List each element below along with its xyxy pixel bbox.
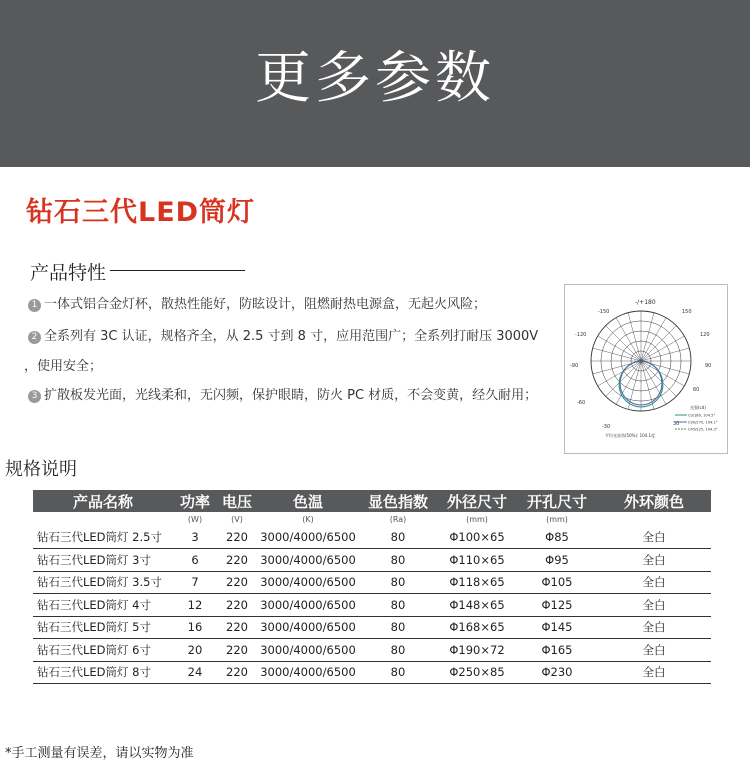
table-cell: 钻石三代LED筒灯 2.5寸: [33, 526, 173, 549]
product-title: 钻石三代LED筒灯: [26, 197, 256, 228]
number-badge-icon: 1: [28, 299, 41, 312]
table-cell: 220: [217, 616, 257, 639]
table-cell: Φ168×65: [437, 616, 517, 639]
unit-cell: [597, 512, 711, 526]
spec-table: [33, 490, 711, 684]
table-cell: 钻石三代LED筒灯 6寸: [33, 639, 173, 662]
features-heading: 产品特性: [30, 262, 107, 284]
legend-entry: C45/225, 104.3°: [688, 427, 718, 432]
table-cell: 3000/4000/6500: [257, 526, 359, 549]
table-cell: 全白: [597, 661, 711, 684]
angle-label: -150: [598, 309, 610, 315]
features-divider: [110, 270, 245, 271]
table-cell: 全白: [597, 526, 711, 549]
spec-heading: 规格说明: [5, 459, 77, 480]
table-cell: 全白: [597, 594, 711, 617]
table-cell: 全白: [597, 616, 711, 639]
table-row: [33, 526, 711, 549]
table-cell: 3000/4000/6500: [257, 571, 359, 594]
angle-label: -30: [602, 424, 611, 430]
beam-angle-text: 平均光束角(50%): 104.1度: [605, 433, 656, 438]
column-header: 产品名称: [33, 490, 173, 512]
angle-label: 30: [673, 421, 680, 427]
table-cell: 3000/4000/6500: [257, 549, 359, 572]
table-cell: 钻石三代LED筒灯 3寸: [33, 549, 173, 572]
table-cell: 3000/4000/6500: [257, 616, 359, 639]
table-cell: Φ165: [517, 639, 597, 662]
table-cell: 3: [173, 526, 217, 549]
table-row: [33, 661, 711, 684]
column-header: 电压: [217, 490, 257, 512]
feature-text: 一体式铝合金灯杯，散热性能好，防眩设计，阻燃耐热电源盒，无起火风险；: [44, 297, 487, 312]
table-cell: 220: [217, 661, 257, 684]
angle-label: 120: [700, 332, 710, 338]
unit-cell: (mm): [546, 514, 568, 524]
table-cell: 220: [217, 526, 257, 549]
unit-cell: (mm): [466, 514, 488, 524]
table-cell: 16: [173, 616, 217, 639]
legend-title: 光强(cd): [690, 405, 706, 410]
table-row: [33, 639, 711, 662]
unit-cell: [33, 512, 173, 526]
table-cell: 全白: [597, 639, 711, 662]
table-cell: Φ100×65: [437, 526, 517, 549]
number-badge-icon: 3: [28, 390, 41, 403]
table-cell: 钻石三代LED筒灯 5寸: [33, 616, 173, 639]
page-title: 更多参数: [255, 46, 495, 111]
table-cell: 220: [217, 549, 257, 572]
polar-chart-svg: [565, 285, 729, 455]
legend-entry: C90/270, 104.1°: [688, 420, 718, 425]
table-cell: 全白: [597, 549, 711, 572]
table-cell: Φ148×65: [437, 594, 517, 617]
table-cell: 钻石三代LED筒灯 8寸: [33, 661, 173, 684]
table-cell: Φ95: [517, 549, 597, 572]
column-header: 显色指数: [359, 490, 437, 512]
feature-item-3: [28, 387, 537, 405]
table-cell: Φ85: [517, 526, 597, 549]
table-cell: 3000/4000/6500: [257, 661, 359, 684]
legend-entry: C0/180, 104.5°: [688, 413, 716, 418]
column-header: 色温: [257, 490, 359, 512]
column-header: 功率: [173, 490, 217, 512]
table-cell: 钻石三代LED筒灯 3.5寸: [33, 571, 173, 594]
unit-cell: (K): [302, 514, 314, 524]
angle-label: 150: [682, 309, 692, 315]
angle-label: -90: [570, 363, 579, 369]
polar-grid: [591, 311, 691, 411]
table-cell: 80: [359, 526, 437, 549]
table-cell: 24: [173, 661, 217, 684]
table-cell: 80: [359, 616, 437, 639]
feature-item-2-continued: [24, 358, 102, 376]
feature-text: ，使用安全；: [24, 359, 103, 374]
angle-label: -60: [577, 400, 586, 406]
table-cell: Φ145: [517, 616, 597, 639]
table-cell: Φ125: [517, 594, 597, 617]
table-cell: 7: [173, 571, 217, 594]
table-cell: 220: [217, 639, 257, 662]
feature-item-2: [28, 328, 538, 346]
unit-cell: (V): [231, 514, 243, 524]
table-cell: Φ250×85: [437, 661, 517, 684]
table-cell: 80: [359, 549, 437, 572]
light-distribution-diagram: [564, 284, 728, 454]
table-cell: 全白: [597, 571, 711, 594]
table-cell: 6: [173, 549, 217, 572]
table-row: [33, 571, 711, 594]
table-cell: 80: [359, 594, 437, 617]
table-row: [33, 549, 711, 572]
table-cell: 80: [359, 661, 437, 684]
footnote: *手工测量有误差，请以实物为准: [5, 746, 194, 761]
table-cell: Φ118×65: [437, 571, 517, 594]
table-cell: 20: [173, 639, 217, 662]
table-cell: 80: [359, 571, 437, 594]
table-cell: 12: [173, 594, 217, 617]
table-cell: 钻石三代LED筒灯 4寸: [33, 594, 173, 617]
feature-text: 扩散板发光面，光线柔和，无闪频，保护眼睛，防火 PC 材质，不会变黄，经久耐用；: [44, 388, 538, 403]
table-cell: 80: [359, 639, 437, 662]
table-cell: Φ105: [517, 571, 597, 594]
table-header-row: [33, 490, 711, 512]
angle-label: 60: [693, 387, 700, 393]
table-cell: 220: [217, 571, 257, 594]
column-header: 外径尺寸: [437, 490, 517, 512]
feature-text: 全系列有 3C 认证，规格齐全，从 2.5 寸到 8 寸，应用范围广；全系列打耐压 3000V: [44, 329, 539, 344]
table-cell: 3000/4000/6500: [257, 594, 359, 617]
table-cell: Φ230: [517, 661, 597, 684]
unit-cell: (Ra): [389, 514, 407, 524]
angle-label-top: -/+180: [635, 299, 656, 306]
table-row: [33, 616, 711, 639]
header-band: [0, 0, 750, 167]
table-cell: 3000/4000/6500: [257, 639, 359, 662]
column-header: 外环颜色: [597, 490, 711, 512]
column-header: 开孔尺寸: [517, 490, 597, 512]
table-row: [33, 594, 711, 617]
table-cell: Φ190×72: [437, 639, 517, 662]
feature-item-1: [28, 296, 486, 314]
units-row: [33, 512, 711, 526]
angle-label: -120: [575, 332, 587, 338]
number-badge-icon: 2: [28, 331, 41, 344]
unit-cell: (W): [187, 514, 203, 524]
table-cell: 220: [217, 594, 257, 617]
angle-label: 90: [705, 363, 712, 369]
table-cell: Φ110×65: [437, 549, 517, 572]
